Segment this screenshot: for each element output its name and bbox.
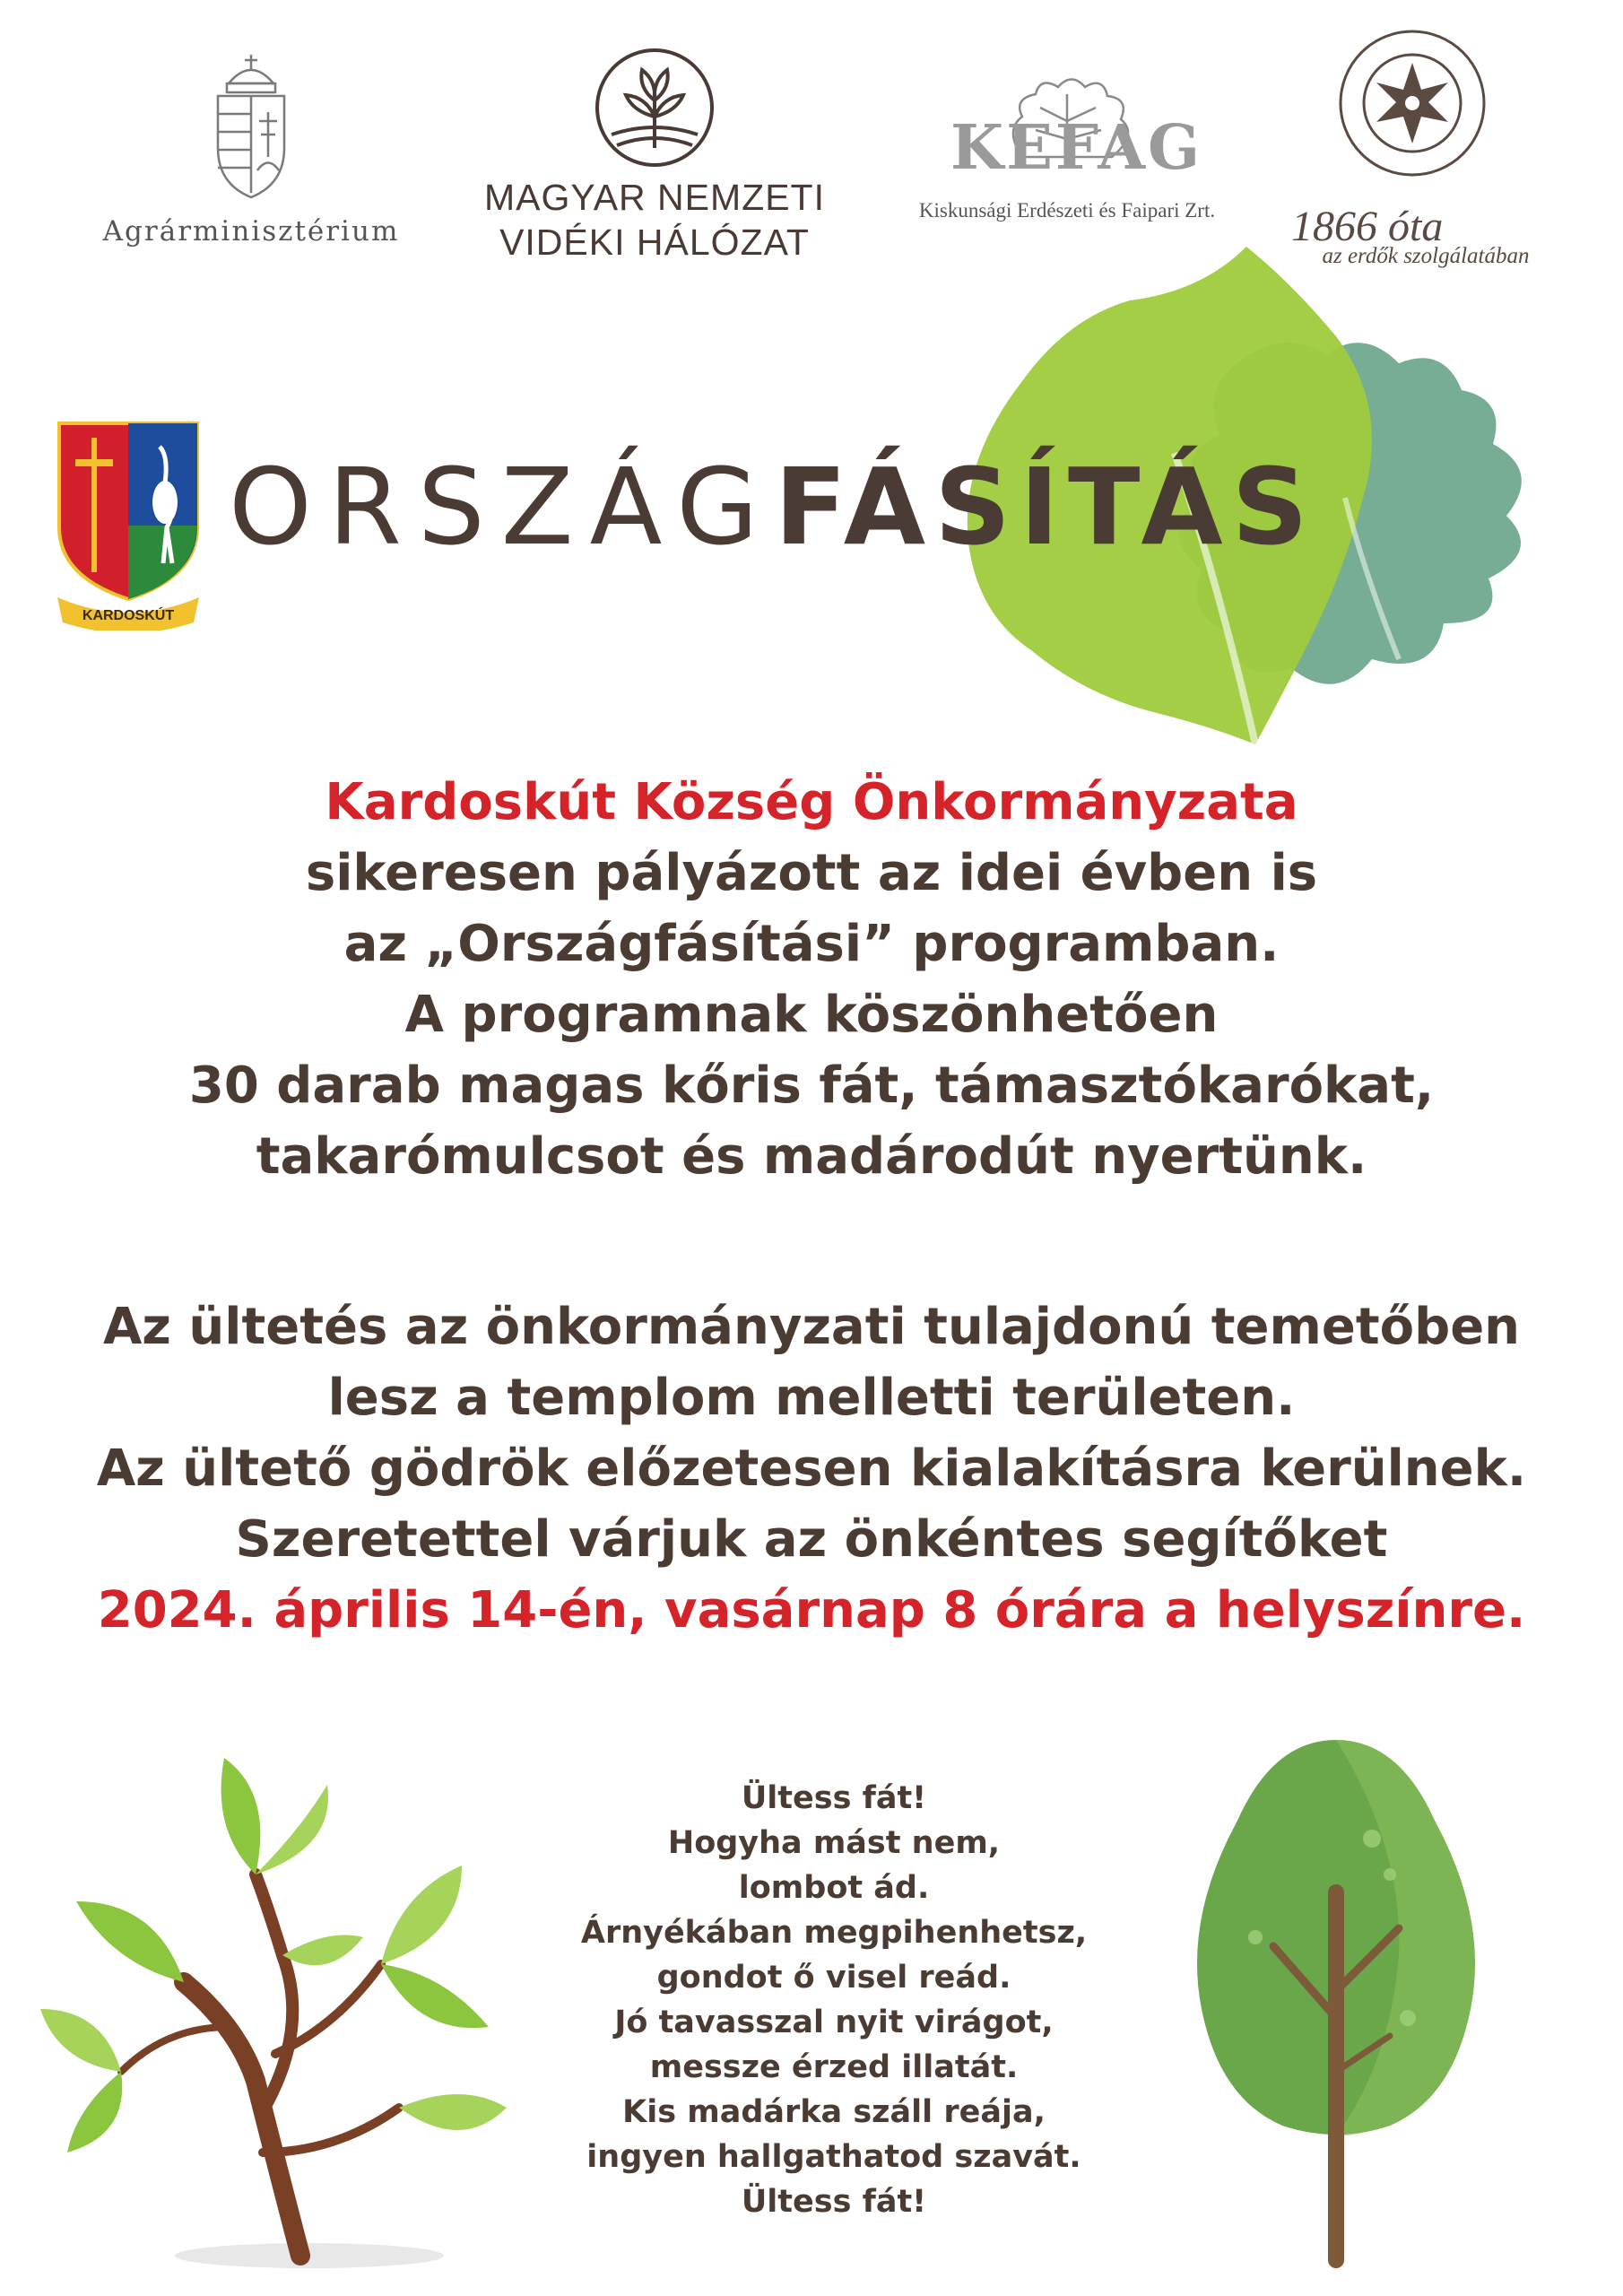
poem-line-9: ingyen hallgathatod szavát. bbox=[586, 2139, 1081, 2175]
title-part-orszag: ORSZÁG bbox=[229, 445, 775, 569]
announcement-line-6: takarómulcsot és madárodút nyertünk. bbox=[256, 1127, 1367, 1186]
poem-line-5: gondot ő visel reád. bbox=[656, 1960, 1011, 1996]
green-tree-illustration bbox=[1166, 1722, 1506, 2278]
sapling-illustration bbox=[40, 1731, 525, 2278]
forestry-association-seal-icon bbox=[1336, 27, 1488, 179]
announcement-line-4: A programnak köszönhetően bbox=[404, 986, 1219, 1044]
network-emblem-icon bbox=[592, 45, 717, 170]
announcement-line-5: 30 darab magas kőris fát, támasztókarókat, bbox=[188, 1057, 1435, 1115]
kardoskut-crest-icon bbox=[52, 420, 204, 631]
network-logo-line2: VIDÉKI HÁLÓZAT bbox=[499, 222, 810, 263]
page-title bbox=[229, 439, 1565, 574]
poem-line-6: Jó tavasszal nyit virágot, bbox=[614, 2005, 1054, 2040]
poem-line-10: Ültess fát! bbox=[741, 2184, 927, 2220]
kefag-logo-word: KEFAG bbox=[950, 112, 1203, 184]
network-logo-line1: MAGYAR NEMZETI bbox=[484, 177, 825, 218]
planting-line-1: Az ültetés az önkormányzati tulajdonú temetőben bbox=[102, 1298, 1521, 1356]
announcement-line-2: sikeresen pályázott az idei évben is bbox=[305, 844, 1318, 902]
announcement-line-1: Kardoskút Község Önkormányzata bbox=[325, 773, 1298, 831]
announcement-line-3: az „Országfásítási” programban. bbox=[343, 915, 1280, 973]
network-logo-text bbox=[466, 175, 843, 265]
kefag-logo-subtitle: Kiskunsági Erdészeti és Faipari Zrt. bbox=[918, 199, 1216, 222]
planting-line-3: Az ültető gödrök előzetesen kialakításra kerülnek. bbox=[96, 1439, 1527, 1498]
ministry-logo-text: Agrárminisztérium bbox=[102, 215, 400, 248]
poem-line-4: Árnyékában megpihenhetsz, bbox=[580, 1915, 1088, 1951]
planting-line-4: Szeretettel várjuk az önkéntes segítőket bbox=[235, 1510, 1388, 1569]
ministry-crest-icon bbox=[202, 49, 300, 202]
planting-line-2: lesz a templom melletti területen. bbox=[327, 1369, 1296, 1427]
poem-line-7: messze érzed illatát. bbox=[649, 2049, 1019, 2085]
title-part-fasitas: FÁSÍTÁS bbox=[774, 445, 1317, 569]
planting-date-line: 2024. április 14-én, vasárnap 8 órára a helyszínre. bbox=[97, 1581, 1526, 1639]
poem-line-3: lombot ád. bbox=[738, 1870, 930, 1906]
poem-line-1: Ültess fát! bbox=[741, 1780, 927, 1816]
announcement-paragraph bbox=[36, 767, 1587, 1192]
poem bbox=[538, 1776, 1130, 2224]
crest-ribbon-label: KARDOSKÚT bbox=[82, 608, 175, 623]
forestry-association-slogan: az erdők szolgálatában bbox=[1322, 244, 1530, 268]
poem-line-2: Hogyha mást nem, bbox=[667, 1825, 1001, 1861]
planting-paragraph bbox=[36, 1292, 1587, 1646]
forestry-association-year: 1866 óta bbox=[1291, 203, 1444, 250]
poem-line-8: Kis madárka száll reája, bbox=[622, 2094, 1046, 2130]
